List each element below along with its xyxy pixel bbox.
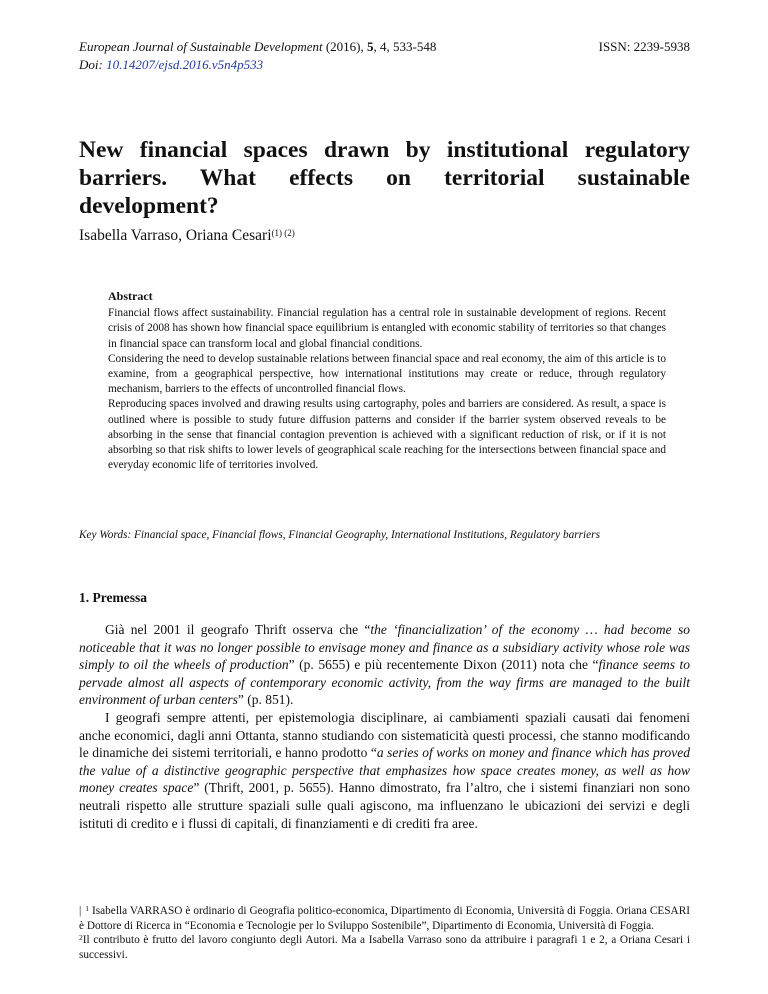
footnote-separator: | bbox=[79, 905, 82, 917]
text-run: ” (p. 5655) e più recentemente Dixon (2011) nota che “ bbox=[288, 657, 599, 673]
footnote-2 bbox=[79, 933, 690, 962]
title-line-2: barriers. What effects on territorial sustainable bbox=[79, 165, 690, 191]
keywords: Key Words: Financial space, Financial flows, Financial Geography, International Institutions, Regulatory barriers bbox=[79, 529, 600, 541]
journal-name: European Journal of Sustainable Development bbox=[79, 39, 323, 54]
journal-volume: 5 bbox=[367, 39, 374, 54]
footnote-mark: 1 bbox=[85, 904, 90, 913]
abstract bbox=[108, 289, 666, 473]
abstract-paragraph: Considering the need to develop sustainable relations between financial space and real economy, the aim of this article is to examine, from a geographical perspective, how international institutions may create or reduce, through regulatory mechanism, barriers to the effects of uncontrolled financial flows. bbox=[108, 352, 666, 396]
running-header bbox=[79, 38, 690, 74]
author-note-marks: (1) (2) bbox=[271, 228, 295, 238]
author-names: Isabella Varraso, Oriana Cesari bbox=[79, 227, 272, 244]
text-run: ” (p. 851). bbox=[237, 692, 294, 708]
footnote-text: Isabella VARRASO è ordinario di Geografia politico-economica, Dipartimento di Economia, Università di Foggia. Oriana CESARI è Dottore di Ricerca in “Economia e Tecnologie per lo Sviluppo Sostenibile”, Dipartimento di Economia, Università di Foggia. bbox=[79, 905, 690, 932]
text-run: Già nel 2001 il geografo Thrift osserva che “ bbox=[105, 622, 371, 637]
author-list bbox=[79, 226, 295, 246]
footnotes bbox=[79, 904, 690, 962]
title-line-3: development? bbox=[79, 193, 219, 219]
footnote-mark: 2 bbox=[79, 933, 83, 942]
abstract-paragraph: Financial flows affect sustainability. Financial regulation has a central role in sustainable development of regions. Recent crisis of 2008 has shown how financial space equilibrium is entangled with economic stability of territories so that changes in financial space can transform local and global financial conditions. bbox=[108, 307, 666, 350]
text-run: ” (Thrift, 2001, p. 5655). Hanno dimostrato, fra l’altro, che i sistemi finanziari non sono neutrali rispetto alle strutture spaziali sulle quali agiscono, ma influenzano le ubicazioni dei servizi e degli istituti di credito e i flussi di capitali, di finanziamenti e di crediti fra aree. bbox=[79, 780, 690, 831]
quote-works: a series of works on money and finance which has proved the value of a distinctive geographic perspective that emphasizes how space creates money, as well as how money creates space bbox=[79, 745, 690, 796]
abstract-heading: Abstract bbox=[108, 289, 153, 303]
body-paragraph-2 bbox=[79, 709, 690, 832]
issn: ISSN: 2239-5938 bbox=[598, 39, 690, 54]
text-run: I geografi sempre attenti, per epistemologia disciplinare, ai cambiamenti spaziali causati dai fenomeni anche economici, dagli anni Ottanta, stanno studiando con sistematicità questi processi, che stanno modificando le dinamiche dei sistemi territoriali, e hanno prodotto “ bbox=[79, 709, 690, 761]
doi-link[interactable]: 10.14207/ejsd.2016.v5n4p533 bbox=[106, 57, 264, 72]
footnote-1 bbox=[79, 904, 690, 933]
footnote-text: Il contributo è frutto del lavoro congiunto degli Autori. Ma a Isabella Varraso sono da attribuire i paragrafi 1 e 2, a Oriana Cesari i successivi. bbox=[79, 934, 690, 961]
journal-issue-pages: , 4, 533-548 bbox=[373, 39, 437, 54]
title-line-1: New financial spaces drawn by institutional regulatory bbox=[79, 137, 690, 163]
body-text bbox=[79, 621, 690, 832]
paper-title bbox=[79, 136, 690, 220]
body-paragraph-1 bbox=[79, 621, 690, 709]
doi-line bbox=[79, 56, 690, 74]
quote-dixon: finance seems to pervade almost all aspects of contemporary economic activity, from the way firms are managed to the built environment of urban centers bbox=[79, 657, 690, 708]
journal-year: (2016), bbox=[322, 39, 368, 54]
doi-label: Doi: bbox=[79, 57, 107, 72]
section-heading: 1. Premessa bbox=[79, 590, 147, 605]
abstract-paragraph: Reproducing spaces involved and drawing results using cartography, poles and barriers are considered. As result, a space is outlined where is possible to study future diffusion patterns and consider if the barrier system observed reveals to be absorbing in the sense that financial contagion prevention is achieved with a significant reduction of risk, or if it is not absorbing so that risk shifts to lower levels of geographical scale reaching for the intersections between financial space and everyday economic life of territories involved. bbox=[108, 398, 666, 472]
quote-thrift: the ‘financialization’ of the economy … had become so noticeable that it was no longer possible to envisage money and finance as a subsidiary activity whose role was simply to oil the wheels of production bbox=[79, 622, 690, 673]
